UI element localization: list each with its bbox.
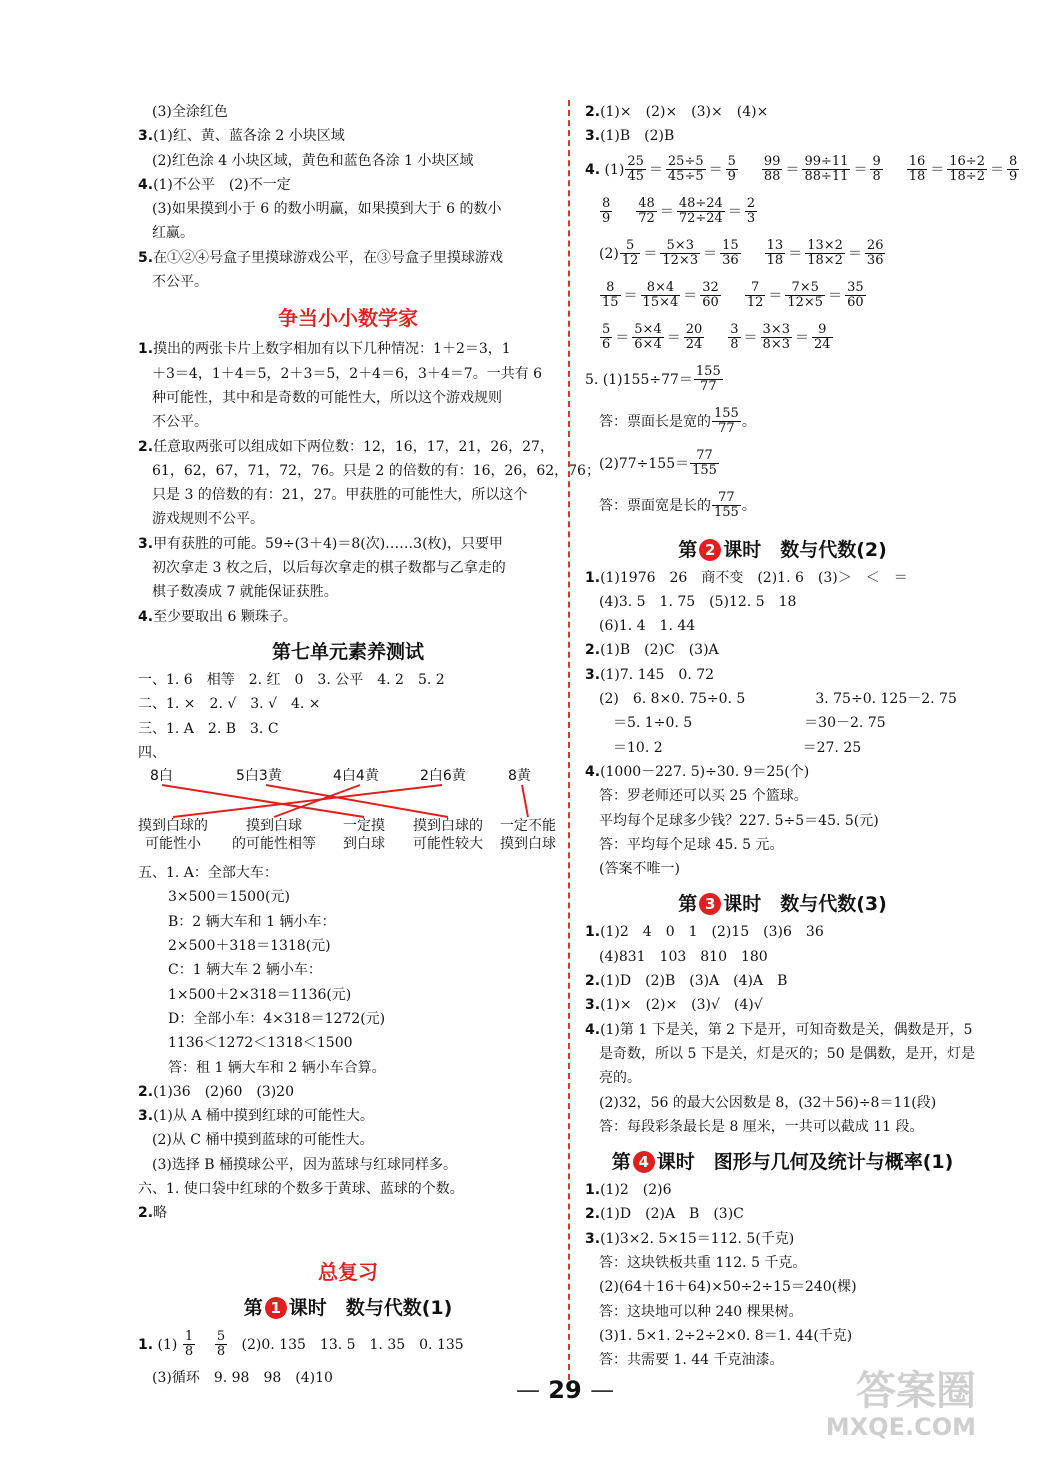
answer-line (138, 410, 558, 434)
answer-text: 答：票面宽是长的 (599, 497, 711, 514)
answer-line (138, 362, 558, 386)
answer-text: 不公平。 (152, 274, 208, 291)
answer-line (585, 784, 980, 808)
answer-text: 1×500＋2×318＝1136(元) (168, 986, 352, 1003)
fraction-row (585, 317, 980, 359)
diagram-top-label: 8白 (150, 768, 173, 785)
answer-line (138, 668, 558, 692)
question-number: 1. (138, 1336, 154, 1353)
question-number: 2. (138, 1205, 154, 1222)
answer-line (138, 386, 558, 410)
lesson-title-text: 课时 数与代数(1) (288, 1296, 453, 1319)
answer-text: ＋3＝4，1＋4＝5，2＋3＝5，2＋4＝6，3＋4＝7。一共有 6 (152, 365, 543, 382)
fraction: $\frac{16}{18}$ (908, 154, 926, 185)
answer-line (585, 566, 980, 590)
answer-text: 甲有获胜的可能。59÷(3＋4)＝8(次)……3(枚)，只要甲 (153, 535, 504, 552)
fraction-expression (599, 322, 705, 353)
diagram-bottom-label: 一定摸 到白球 (343, 818, 385, 853)
fraction: $\frac{15}{36}$ (722, 238, 739, 269)
fraction: $\frac{99}{88}$ (763, 154, 781, 185)
answer-line (138, 270, 558, 294)
answer-line (138, 246, 558, 270)
fraction: $\frac{7}{12}$ (746, 280, 764, 311)
answer-text: (1)3×2. 5×15＝112. 5(千克) (600, 1230, 795, 1247)
answer-line (138, 605, 558, 629)
equals-sign: ＝ (847, 245, 862, 262)
answer-line (585, 993, 980, 1017)
fraction-answers (585, 149, 1018, 359)
fraction: $\frac{77}{155}$ (714, 490, 739, 521)
answer-line (585, 833, 980, 857)
fraction: $\frac{9}{8}$ (872, 154, 881, 185)
answer-line (138, 459, 600, 483)
answer-text: (1)B (2)C (3)A (600, 642, 719, 659)
answers-block-lesson1-cont (585, 100, 980, 149)
answer-line (138, 1104, 558, 1128)
question-number: 1. (585, 1182, 601, 1199)
fraction: $\frac{8}{9}$ (602, 196, 611, 227)
fraction: $\frac{3\times 3}{8\times 3}$ (762, 322, 790, 353)
answer-text: C：1 辆大车 2 辆小车： (168, 962, 322, 979)
answer-part: (2) (599, 245, 619, 262)
answer-line (138, 1128, 558, 1152)
lesson-number-badge: 2 (699, 539, 721, 561)
answer-line (138, 197, 558, 221)
fraction: $\frac{155}{77}$ (714, 406, 739, 437)
answer-text: (1)36 (2)60 (3)20 (153, 1083, 294, 1100)
matching-line (173, 785, 442, 817)
fraction: $\frac{5}{6}$ (602, 322, 611, 353)
answer-text: (2)红色涂 4 小块区域，黄色和蓝色各涂 1 小块区域 (152, 152, 474, 169)
answer-text: 是奇数，所以 5 下是关，灯是灭的；50 是偶数，是开，灯是 (599, 1045, 976, 1062)
fraction: $\frac{8}{15}$ (602, 280, 619, 311)
answers-block-lesson3 (585, 920, 980, 1139)
answer-line (585, 1227, 980, 1251)
answer-text: (1)2 (2)6 (600, 1182, 672, 1199)
answer-text: 二、1. × 2. √ 3. √ 4. × (138, 696, 321, 713)
fraction-expression (764, 238, 887, 269)
page-number: — 29 — (515, 1376, 615, 1404)
answer-line (585, 711, 980, 735)
matching-line (266, 785, 448, 817)
answer-line (585, 736, 980, 760)
answer-line (138, 1153, 558, 1177)
lesson1-answer-2: (3)循环 9. 98 98 (4)10 (152, 1369, 333, 1386)
answer-line (138, 221, 558, 245)
answer-line (138, 1007, 558, 1031)
answer-text: 一、1. 6 相等 2. 红 0 3. 公平 4. 2 5. 2 (138, 671, 445, 688)
answer-line (585, 663, 980, 687)
fraction: $\frac{5}{12}$ (621, 238, 639, 269)
answer-line (585, 590, 980, 614)
answer-text: (1)1976 26 商不变 (2)1. 6 (3)＞ ＜ ＝ (600, 569, 908, 586)
fraction-row (585, 233, 980, 275)
equals-sign: ＝ (683, 287, 698, 304)
question-5: 5. (1)155÷77＝ $\frac{155}{77}$ 答：票面长是宽的 $\frac{155}{77}$ 。 (2)77÷155＝ $\frac{77}{155}$ 答：票面宽是长的 $\frac{77}{155}$ 。 (585, 364, 756, 521)
matching-line (162, 785, 364, 817)
equals-sign: ＝ (659, 203, 674, 220)
answer-text: 平均每个足球多少钱？227. 5÷5＝45. 5(元) (599, 812, 879, 829)
fraction-expression (744, 280, 867, 311)
lesson-title-3: 第 3 课时 数与代数(3) (678, 893, 887, 916)
equals-sign: ＝ (615, 329, 630, 346)
diagram-top-label: 4白4黄 (333, 768, 379, 785)
answer-text: 种可能性，其中和是奇数的可能性大，所以这个游戏规则 (152, 389, 502, 406)
equals-sign: ＝ (703, 245, 718, 262)
answer-text: (3)如果摸到小于 6 的数小明赢，如果摸到大于 6 的数小 (152, 201, 502, 218)
lesson1-answer-1 (138, 1324, 558, 1366)
matching-diagram (138, 765, 558, 861)
left-column (138, 100, 600, 1390)
section-title-math-contest: 争当小小数学家 (278, 306, 418, 331)
answer-text: (1)D (2)B (3)A (4)A B (600, 973, 788, 990)
answers-block-lesson4 (585, 1178, 980, 1372)
answer-text: 亮的。 (599, 1070, 641, 1087)
answer-text: (1000－227. 5)÷30. 9＝25(个) (600, 763, 810, 780)
answer-line (138, 556, 558, 580)
answer-line (585, 1042, 980, 1066)
fraction: $\frac{155}{77}$ (695, 364, 721, 395)
answer-text: (1)从 A 桶中摸到红球的可能性大。 (153, 1108, 374, 1125)
fraction-row (585, 275, 980, 317)
answer-line (138, 1080, 558, 1104)
equals-sign: ＝ (785, 161, 800, 178)
answer-text: D：全部小车：4×318＝1272(元) (168, 1010, 386, 1027)
fraction-expression (635, 196, 758, 227)
answer-text: 答：这块地可以种 240 棵果树。 (599, 1303, 803, 1320)
answer-text: (1)不公平 (2)不一定 (153, 176, 291, 193)
answer-line (585, 100, 980, 124)
answer-line (585, 857, 980, 881)
answer-line (585, 687, 980, 711)
equals-sign: ＝ (743, 329, 758, 346)
answer-text: 五、1. A：全部大车： (138, 865, 278, 882)
answer-text: (4)831 103 810 180 (599, 948, 768, 965)
answer-text: 摸出的两张卡片上数字相加有以下几种情况：1＋2＝3，1 (153, 341, 511, 358)
question-number: 4. (138, 176, 154, 193)
answer-text: 四、 (138, 744, 166, 761)
answers-block-unit7-test-cont (138, 861, 558, 1225)
question-number: 4. (585, 161, 601, 178)
answer-line (138, 173, 558, 197)
answer-line (585, 809, 980, 833)
fraction: $\frac{5}{8}$ (216, 1329, 226, 1360)
answer-line (585, 1091, 980, 1115)
lesson-number-badge: 4 (633, 1151, 655, 1173)
fraction: $\frac{26}{36}$ (866, 238, 884, 269)
answer-text: (2)从 C 桶中摸到蓝球的可能性大。 (152, 1132, 374, 1149)
equals-sign: ＝ (708, 161, 723, 178)
answer-text: 三、1. A 2. B 3. C (138, 720, 279, 737)
fraction: $\frac{35}{60}$ (847, 280, 864, 311)
answer-text: 在①②④号盒子里摸球游戏公平，在③号盒子里摸球游戏 (153, 249, 504, 266)
answer-text: (3)全涂红色 (152, 104, 228, 120)
question-number: 4. (138, 608, 154, 625)
fraction-expression (761, 154, 884, 185)
answer-text: 答：每段彩条最长是 8 厘米，一共可以截成 11 段。 (599, 1118, 924, 1135)
answer-text: 61，62，67，71，72，76。只是 2 的倍数的有：16，26，62，76； (152, 462, 600, 479)
answer-text: 略 (153, 1205, 168, 1222)
answer-text: (4)3. 5 1. 75 (5)12. 5 18 (599, 593, 797, 610)
answer-text: (1)7. 145 0. 72 (600, 666, 715, 683)
right-column (585, 100, 1018, 1373)
answer-text: 5. (1)155÷77＝ (585, 371, 693, 388)
answer-text: (1)红、黄、蓝各涂 2 小块区域 (153, 128, 345, 145)
fraction-expression (624, 154, 739, 185)
answer-text: 棋子数凑成 7 就能保证获胜。 (152, 584, 338, 601)
answer-text: 2×500＋318＝1318(元) (168, 938, 331, 955)
equals-sign: ＝ (666, 329, 681, 346)
answer-text: B：2 辆大车和 1 辆小车： (168, 913, 336, 930)
answer-text: 1136＜1272＜1318＜1500 (168, 1035, 353, 1052)
answer-part: (1) (157, 1336, 178, 1353)
question-number: 4. (585, 763, 601, 780)
answer-line (138, 1031, 558, 1055)
fraction-expression (619, 238, 742, 269)
answer-text: 不公平。 (152, 414, 208, 431)
answer-line (138, 435, 558, 459)
answer-line (585, 1202, 980, 1226)
equals-sign: ＝ (623, 287, 638, 304)
answer-text: 至少要取出 6 颗珠子。 (153, 608, 297, 625)
equals-sign: ＝ (768, 287, 783, 304)
answer-line (585, 1324, 980, 1348)
fraction: $\frac{48\div 24}{72\div 24}$ (678, 196, 723, 227)
answer-text: (1)× (2)× (3)√ (4)√ (600, 997, 763, 1014)
fraction: $\frac{25\div 5}{45\div 5}$ (667, 154, 704, 185)
fraction: $\frac{32}{60}$ (702, 280, 719, 311)
lesson-number-badge: 1 (265, 1297, 287, 1319)
question-number: 3. (585, 666, 601, 683)
fraction-expression (906, 154, 1021, 185)
fraction: $\frac{48}{72}$ (638, 196, 655, 227)
answer-line (585, 1300, 980, 1324)
answer-text: 答：票面长是宽的 (599, 413, 711, 430)
equals-sign: ＝ (648, 161, 663, 178)
answer-line (585, 969, 980, 993)
answer-line (138, 958, 558, 982)
answer-text: (2)(64＋16＋64)×50÷2÷15＝240(棵) (599, 1279, 857, 1296)
fraction: $\frac{5\times 4}{6\times 4}$ (634, 322, 662, 353)
fraction: $\frac{25}{45}$ (627, 154, 644, 185)
fraction: $\frac{8\times 4}{15\times 4}$ (642, 280, 679, 311)
question-number: 1. (585, 569, 601, 586)
answer-text: (1)B (2)B (600, 128, 675, 145)
answer-text: 初次拿走 3 枚之后，以后每次拿走的棋子数都与乙拿走的 (152, 560, 506, 577)
answer-text: (2) 6. 8×0. 75÷0. 5 3. 75÷0. 125－2. 75 (599, 691, 957, 708)
fraction: $\frac{8}{9}$ (1008, 154, 1018, 185)
answer-line (585, 124, 980, 148)
answer-line (138, 910, 558, 934)
fraction-expression (599, 280, 722, 311)
fraction: $\frac{3}{8}$ (730, 322, 739, 353)
answer-line (138, 580, 558, 604)
question-number: 1. (585, 924, 601, 941)
answer-text: (1)D (2)A B (3)C (600, 1206, 744, 1223)
fraction: $\frac{5}{9}$ (727, 154, 736, 185)
question-number: 3. (585, 1230, 601, 1247)
fraction-expression (727, 322, 833, 353)
answer-line (138, 507, 558, 531)
answer-text: 任意取两张可以组成如下两位数：12，16，17，21，26，27， (153, 438, 554, 455)
answer-text: ＝10. 2 ＝27. 25 (599, 739, 862, 756)
answer-line (138, 337, 558, 361)
answer-line (585, 760, 980, 784)
answer-line (138, 483, 558, 507)
equals-sign: ＝ (828, 287, 843, 304)
answer-line (138, 532, 558, 556)
section-title-unit7-test: 第七单元素养测试 (271, 640, 424, 663)
answer-line (138, 149, 558, 173)
diagram-bottom-label: 一定不能 摸到白球 (500, 818, 556, 853)
equals-sign: ＝ (643, 245, 658, 262)
answer-line (138, 1056, 558, 1080)
equals-sign: ＝ (989, 161, 1004, 178)
question-number: 2. (585, 973, 601, 990)
watermark-logo: 答案圈 MXQE.COM (825, 1368, 976, 1441)
answer-line (138, 1201, 558, 1225)
answer-text: (2)77÷155＝ (599, 455, 690, 472)
answer-line (138, 124, 558, 148)
equals-sign: ＝ (930, 161, 945, 178)
answer-text: (答案不唯一) (599, 861, 680, 878)
answer-line (585, 1066, 980, 1090)
fraction: $\frac{77}{155}$ (692, 448, 717, 479)
answer-text: 答：共需要 1. 44 千克油漆。 (599, 1352, 784, 1369)
answer-part: (1) (604, 161, 625, 178)
answer-text: ＝5. 1÷0. 5 ＝30－2. 75 (599, 715, 886, 732)
answer-line (138, 1177, 558, 1201)
question-number: 3. (138, 535, 154, 552)
equals-sign: ＝ (794, 329, 809, 346)
answer-line (138, 885, 558, 909)
answer-text: (2)0. 135 13. 5 1. 35 0. 135 (241, 1336, 464, 1353)
answer-text: 答：这块铁板共重 112. 5 千克。 (599, 1255, 807, 1272)
diagram-top-label: 8黄 (508, 768, 531, 785)
diagram-bottom-label: 摸到白球的 可能性小 (138, 818, 208, 853)
answer-line (585, 1115, 980, 1139)
lesson-title-2: 第 2 课时 数与代数(2) (678, 538, 887, 561)
column-divider (568, 100, 570, 1390)
lesson-number-badge: 3 (699, 893, 721, 915)
lesson-prefix: 第 (243, 1296, 263, 1319)
section-title-review: 总复习 (318, 1259, 378, 1284)
question-number: 4. (585, 1021, 601, 1038)
question-number: 3. (585, 128, 601, 145)
answer-text: (2)32，56 的最大公因数是 8，(32＋56)÷8＝11(段) (599, 1094, 937, 1111)
answer-line (138, 100, 558, 124)
answer-line (138, 983, 558, 1007)
answer-text: 只是 3 的倍数的有：21，27。甲获胜的可能性大，所以这个 (152, 487, 528, 504)
answer-text: 3×500＝1500(元) (168, 889, 290, 906)
question-number: 1. (138, 341, 154, 358)
diagram-bottom-label: 摸到白球的 可能性较大 (413, 818, 483, 853)
fraction: $\frac{13}{18}$ (766, 238, 784, 269)
answer-line (585, 945, 980, 969)
lesson-title-4: 第 4 课时 图形与几何及统计与概率(1) (611, 1151, 954, 1174)
diagram-top-label: 2白6黄 (420, 768, 466, 785)
question-number: 2. (138, 1083, 154, 1100)
answer-text: 答：租 1 辆大车和 2 辆小车合算。 (168, 1059, 386, 1076)
answers-block-unit7-test (138, 668, 558, 765)
fraction: $\frac{5\times 3}{12\times 3}$ (662, 238, 699, 269)
fraction-expression (599, 196, 613, 227)
equals-sign: ＝ (727, 203, 742, 220)
matching-line (522, 785, 528, 817)
question-number: 3. (585, 997, 601, 1014)
answer-text: 答：平均每个足球 45. 5 元。 (599, 836, 784, 853)
answers-block-top (138, 100, 558, 294)
fraction: $\frac{1}{8}$ (184, 1329, 194, 1360)
lesson-title-1 (138, 1293, 558, 1320)
answer-line (585, 1178, 980, 1202)
answer-line (585, 614, 980, 638)
answer-text: 答：罗老师还可以买 25 个篮球。 (599, 788, 808, 805)
diagram-top-label: 5白3黄 (236, 768, 282, 785)
question-number: 2. (585, 1206, 601, 1223)
answer-line (585, 638, 980, 662)
answer-line (138, 934, 558, 958)
answer-text: (3)1. 5×1. 2÷2÷2×0. 8＝1. 44(千克) (599, 1327, 853, 1344)
answer-line (585, 920, 980, 944)
fraction: $\frac{13\times 2}{18\times 2}$ (807, 238, 843, 269)
answer-text: (1)第 1 下是关，第 2 下是开，可知奇数是关，偶数是开，5 (600, 1021, 973, 1038)
question-number: 2. (138, 438, 154, 455)
equals-sign: ＝ (788, 245, 803, 262)
answers-block-math-contest (138, 337, 600, 629)
answer-line (138, 861, 558, 885)
question-number: 3. (138, 128, 154, 145)
answer-text: (6)1. 4 1. 44 (599, 618, 696, 635)
answer-text: 游戏规则不公平。 (152, 511, 264, 528)
equals-sign: ＝ (853, 161, 868, 178)
fraction: $\frac{20}{24}$ (685, 322, 703, 353)
fraction: $\frac{2}{3}$ (746, 196, 756, 227)
answers-block-lesson2 (585, 566, 980, 882)
answer-line (585, 1275, 980, 1299)
question-number: 5. (138, 249, 154, 266)
answer-line (138, 692, 558, 716)
diagram-bottom-label: 摸到白球 的可能性相等 (232, 818, 316, 853)
question-number: 2. (585, 104, 601, 120)
answer-text: 红赢。 (152, 225, 194, 242)
answer-line (138, 741, 558, 765)
answer-line (585, 1018, 980, 1042)
fraction-row (585, 191, 980, 233)
fraction: $\frac{99\div 11}{88\div 11}$ (804, 154, 849, 185)
matching-line (274, 785, 360, 817)
fraction: $\frac{7\times 5}{12\times 5}$ (787, 280, 824, 311)
answer-text: (3)选择 B 桶摸球公平，因为蓝球与红球同样多。 (152, 1156, 458, 1173)
fraction: $\frac{9}{24}$ (813, 322, 831, 353)
question-number: 2. (585, 642, 601, 659)
question-number: 3. (138, 1108, 154, 1125)
fraction-row (585, 149, 1018, 191)
answer-text: 六、1. 使口袋中红球的个数多于黄球、蓝球的个数。 (138, 1180, 464, 1197)
fraction: $\frac{16\div 2}{18\div 2}$ (949, 154, 985, 185)
answer-line (138, 717, 558, 741)
answer-line (585, 1251, 980, 1275)
answer-text: (1)2 4 0 1 (2)15 (3)6 36 (600, 924, 824, 941)
answer-text: (1)× (2)× (3)× (4)× (600, 104, 769, 120)
